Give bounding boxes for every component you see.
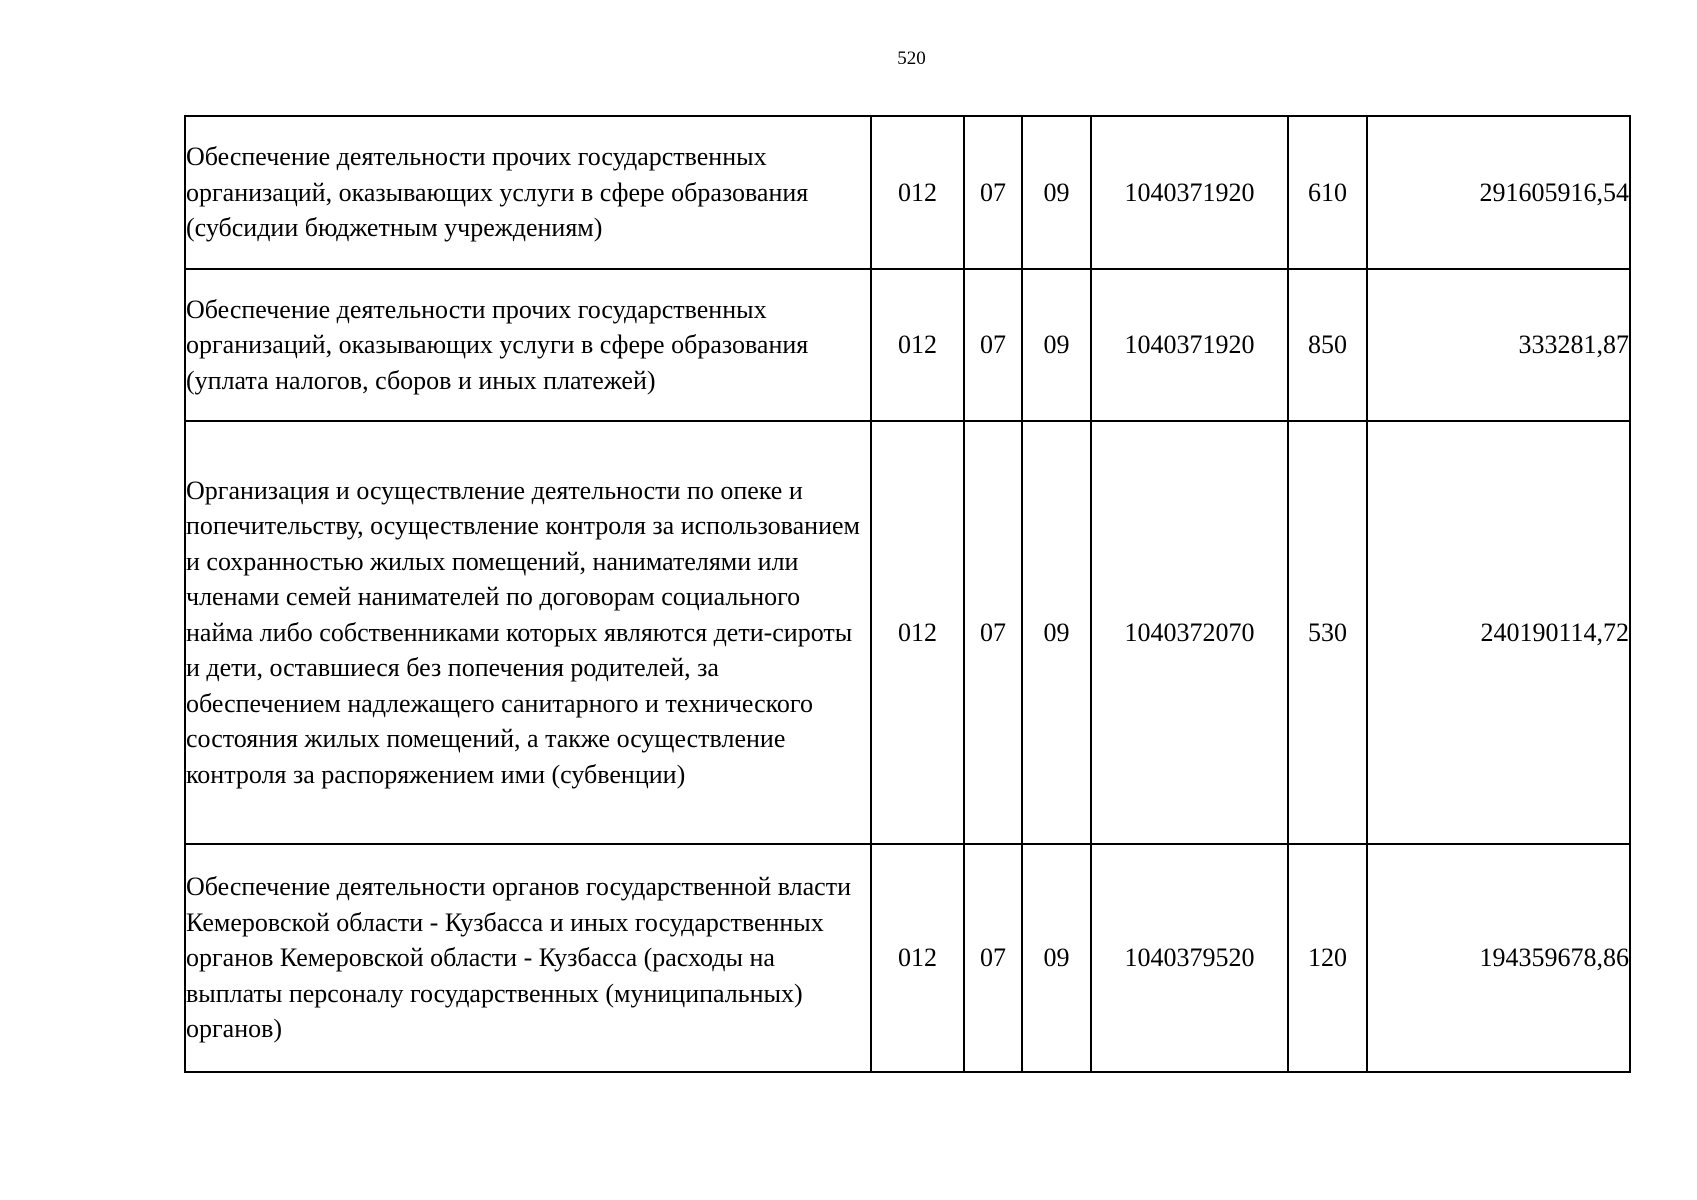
subsection-code-cell: 09 xyxy=(1022,116,1091,269)
expense-name-cell: Организация и осуществление деятельности по опеке и попечительству, осуществление контроля за использованием и сохранностью жилых помещений, нанимателями или членами семей нанимателей по договорам социального найма либо собственниками которых являются дети-сироты и дети, оставшиеся без попечения родителей, за обеспечением надлежащего санитарного и технического состояния жилых помещений, а также осуществление контроля за распоряжением ими (субвенции) xyxy=(185,421,871,844)
amount-cell: 194359678,86 xyxy=(1367,844,1630,1072)
ministry-code-cell: 012 xyxy=(871,116,964,269)
subsection-code-cell: 09 xyxy=(1022,269,1091,421)
expense-name-cell: Обеспечение деятельности прочих государственных организаций, оказывающих услуги в сфере образования (уплата налогов, сборов и иных платежей) xyxy=(185,269,871,421)
amount-cell: 240190114,72 xyxy=(1367,421,1630,844)
expense-name-cell: Обеспечение деятельности органов государственной власти Кемеровской области - Кузбасса и иных государственных органов Кемеровской области - Кузбасса (расходы на выплаты персоналу государственных (муниципальных) органов) xyxy=(185,844,871,1072)
section-code-cell: 07 xyxy=(964,116,1022,269)
expense-type-cell: 850 xyxy=(1288,269,1367,421)
ministry-code-cell: 012 xyxy=(871,269,964,421)
target-article-cell: 1040372070 xyxy=(1091,421,1288,844)
amount-cell: 291605916,54 xyxy=(1367,116,1630,269)
ministry-code-cell: 012 xyxy=(871,844,964,1072)
page-number: 520 xyxy=(897,48,926,69)
table-row xyxy=(185,421,1630,844)
subsection-code-cell: 09 xyxy=(1022,844,1091,1072)
expense-type-cell: 120 xyxy=(1288,844,1367,1072)
table-row xyxy=(185,116,1630,269)
subsection-code-cell: 09 xyxy=(1022,421,1091,844)
ministry-code-cell: 012 xyxy=(871,421,964,844)
table-row xyxy=(185,269,1630,421)
section-code-cell: 07 xyxy=(964,844,1022,1072)
amount-cell: 333281,87 xyxy=(1367,269,1630,421)
target-article-cell: 1040371920 xyxy=(1091,116,1288,269)
expense-name-cell: Обеспечение деятельности прочих государственных организаций, оказывающих услуги в сфере образования (субсидии бюджетным учреждениям) xyxy=(185,116,871,269)
expense-type-cell: 530 xyxy=(1288,421,1367,844)
target-article-cell: 1040379520 xyxy=(1091,844,1288,1072)
expense-type-cell: 610 xyxy=(1288,116,1367,269)
table-row xyxy=(185,844,1630,1072)
section-code-cell: 07 xyxy=(964,421,1022,844)
target-article-cell: 1040371920 xyxy=(1091,269,1288,421)
budget-table xyxy=(184,115,1631,1073)
section-code-cell: 07 xyxy=(964,269,1022,421)
